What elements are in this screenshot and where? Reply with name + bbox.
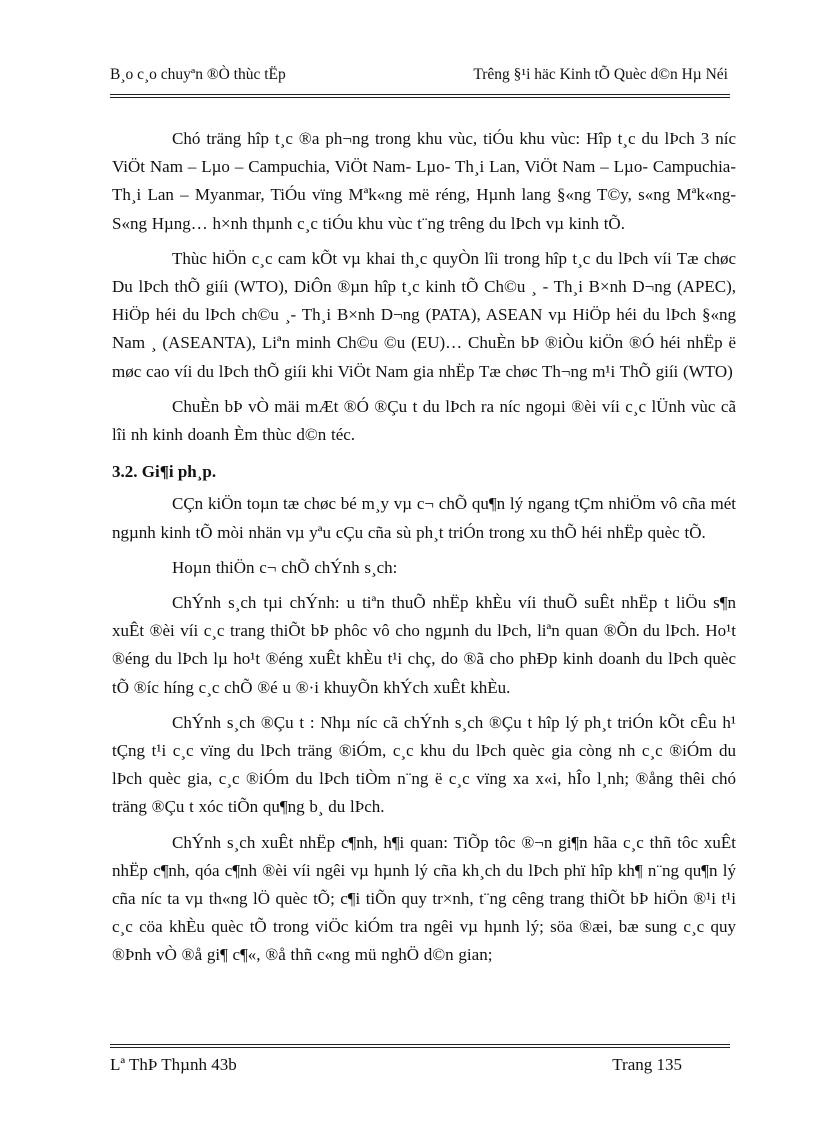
paragraph: Hoµn thiÖn c¬ chÕ chÝnh s¸ch:	[172, 557, 398, 577]
header-university: Trêng §¹i häc Kinh tÕ Quèc d©n Hµ Néi	[473, 66, 728, 83]
paragraph: CÇn kiÖn toµn tæ chøc bé m¸y vµ c¬ chÕ qu¶n lý ngang tÇm nhiÖm vô cña mét ngµnh kinh tÕ mòi nhän vµ yªu cÇu cña sù ph¸t triÓn trong xu thÕ héi nhËp quèc tÕ.	[112, 494, 736, 542]
section-heading: 3.2. Gi¶i ph¸p.	[112, 462, 217, 482]
page-body	[112, 125, 736, 970]
paragraph: ChÝnh s¸ch tµi chÝnh: u tiªn thuÕ nhËp khÈu víi thuÕ suÊt nhËp t liÖu s¶n xuÊt ®èi víi c¸c trang thiÕt bÞ phôc vô cho ngµnh du lÞch, liªn quan ®Õn du lÞch. Ho¹t ®éng du lÞch lµ ho¹t ®éng xuÊt khÈu t¹i chç, do ®ã cho phÐp kinh doanh du lÞch quèc tÕ ®íc híng c¸c chÕ ®é u ®·i khuyÕn khÝch xuÊt khÈu.	[112, 593, 736, 697]
paragraph: Thùc hiÖn c¸c cam kÕt vµ khai th¸c quyÒn lîi trong hîp t¸c du lÞch víi Tæ chøc Du lÞch thÕ giíi (WTO), DiÔn ®µn hîp t¸c kinh tÕ Ch©u ¸ - Th¸i B×nh D¬ng (APEC), HiÖp héi du lÞch ch©u ¸- Th¸i B×nh D¬ng (PATA), ASEAN vµ HiÖp héi du lÞch §«ng Nam ¸ (ASEANTA), Liªn minh Ch©u ©u (EU)… ChuÈn bÞ ®iÒu kiÖn ®Ó héi nhËp ë møc cao víi du lÞch thÕ giíi khi ViÖt Nam gia nhËp Tæ chøc Th¬ng m¹i ThÕ giíi (WTO)	[112, 248, 736, 381]
paragraph: ChÝnh s¸ch ®Çu t : Nhµ níc cã chÝnh s¸ch ®Çu t hîp lý ph¸t triÓn kÕt cÊu h¹ tÇng t¹i c¸c vïng du lÞch träng ®iÓm, c¸c khu du lÞch quèc gia còng nh c¸c ®iÓm du lÞch quèc gia, c¸c ®iÓm du lÞch tiÒm n¨ng ë c¸c vïng xa x«i, hÎo l¸nh; ®ång thêi chó träng ®Çu t xóc tiÕn qu¶ng b¸ du lÞch.	[112, 712, 736, 817]
paragraph: ChÝnh s¸ch xuÊt nhËp c¶nh, h¶i quan: TiÕp tôc ®¬n gi¶n hãa c¸c thñ tôc xuÊt nhËp c¶nh, qóa c¶nh ®èi víi ngêi vµ hµnh lý cña kh¸ch du lÞch phï hîp kh¶ n¨ng qu¶n lý cña níc ta vµ th«ng lÖ quèc tÕ; c¶i tiÕn quy tr×nh, t¨ng cêng trang thiÕt bÞ hiÖn ®¹i t¹i c¸c cöa khÈu quèc tÕ trong viÖc kiÓm tra ngêi vµ hµnh lý; söa ®æi, bæ sung c¸c quy ®Þnh vÒ ®å gi¶ c¶«, ®å thñ c«ng mü nghÖ d©n gian;	[112, 832, 736, 965]
page-number: Trang 135	[612, 1055, 682, 1074]
header-report-title: B¸o c¸o chuyªn ®Ò thùc tËp	[110, 66, 286, 83]
footer-rule-thin	[110, 1047, 730, 1048]
page-header	[110, 66, 728, 90]
header-rule-thin	[110, 97, 730, 98]
paragraph: Chó träng hîp t¸c ®a ph¬ng trong khu vùc, tiÓu khu vùc: Hîp t¸c du lÞch 3 níc ViÖt Nam – Lµo – Campuchia, ViÖt Nam- Lµo- Th¸i Lan, ViÖt Nam – Lµo- Campuchia- Th¸i Lan – Myanmar, TiÓu vïng Mªk«ng më réng, Hµnh lang §«ng T©y, s«ng Mªk«ng- S«ng Hµng… h×nh thµnh c¸c tiÓu khu vùc t¨ng trêng du lÞch vµ kinh tÕ.	[112, 129, 736, 233]
footer-author: Lª ThÞ Thµnh 43b	[110, 1055, 237, 1074]
footer-rule	[110, 1044, 730, 1045]
header-rule	[110, 94, 730, 95]
paragraph: ChuÈn bÞ vÒ mäi mÆt ®Ó ®Çu t du lÞch ra níc ngoµi ®èi víi c¸c lÜnh vùc cã lîi nh kinh doanh Èm thùc d©n téc.	[112, 396, 736, 445]
